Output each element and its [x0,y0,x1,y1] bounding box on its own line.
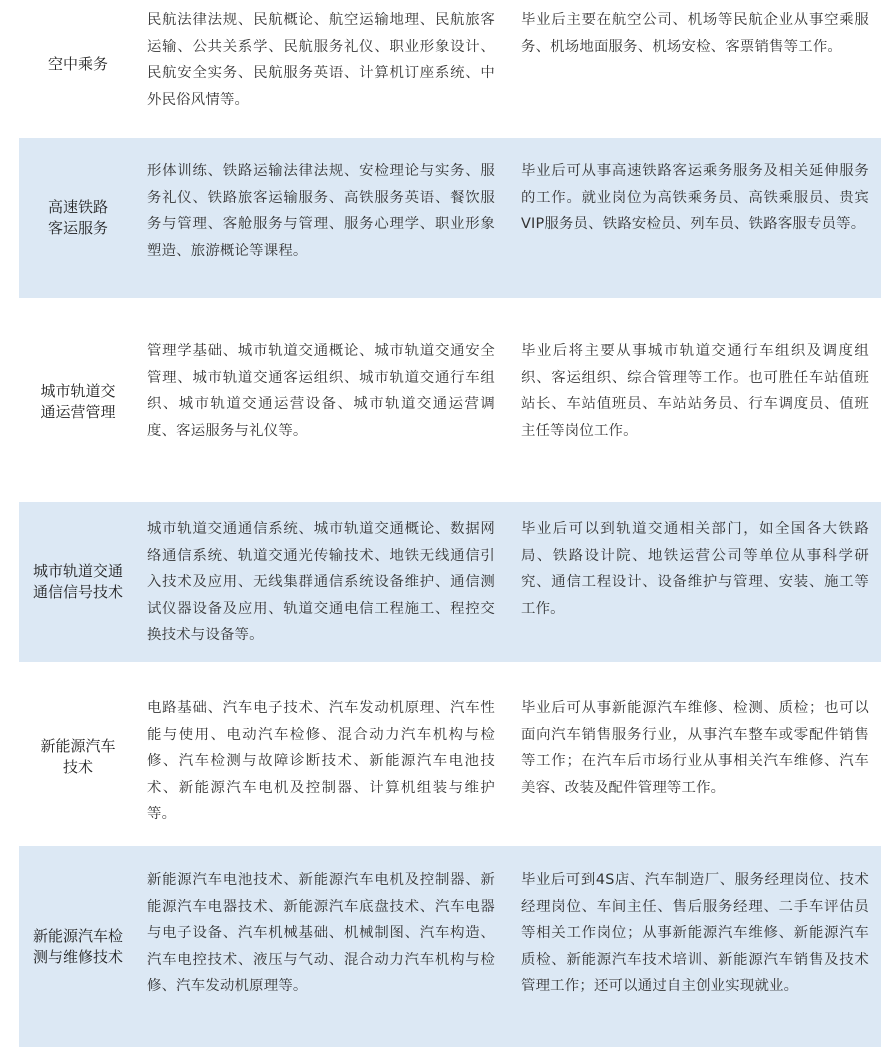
table-row [19,316,881,488]
major-courses: 管理学基础、城市轨道交通概论、城市轨道交通安全管理、城市轨道交通客运组织、城市轨道交通行车组织、城市轨道交通运营设备、城市轨道交通运营调度、客运服务与礼仪等。 [147,343,495,439]
major-career: 毕业后可从事新能源汽车维修、检测、质检；也可以面向汽车销售服务行业，从事汽车整车或零配件销售等工作；在汽车后市场行业从事相关汽车维修、汽车美容、改装及配件管理等工作。 [521,700,869,796]
table-row [19,846,881,1047]
major-name: 新能源汽车检 测与维修技术 [32,926,123,966]
major-name: 新能源汽车 技术 [40,737,116,776]
table-row [19,502,881,662]
major-name: 城市轨道交 通运营管理 [40,382,116,421]
table-row [19,138,881,298]
major-name: 城市轨道交通 通信信号技术 [32,562,123,601]
major-career: 毕业后可到4S店、汽车制造厂、服务经理岗位、技术经理岗位、车间主任、售后服务经理、二手车评估员等相关工作岗位；从事新能源汽车维修、新能源汽车质检、新能源汽车技术培训、新能源汽车销售及技术管理工作；还可以通过自主创业实现就业。 [521,872,869,994]
major-career: 毕业后主要在航空公司、机场等民航企业从事空乘服务、机场地面服务、机场安检、客票销售等工作。 [521,12,869,55]
major-career: 毕业后可以到轨道交通相关部门，如全国各大铁路局、铁路设计院、地铁运营公司等单位从事科学研究、通信工程设计、设备维护与管理、安装、施工等工作。 [521,521,869,617]
major-name: 空中乘务 [47,54,108,73]
table-row [19,680,881,834]
major-courses: 新能源汽车电池技术、新能源汽车电机及控制器、新能源汽车电器技术、新能源汽车底盘技术、汽车电器与电子设备、汽车机械基础、机械制图、汽车构造、汽车电控技术、液压与气动、混合动力汽车机构与检修、汽车发动机原理等。 [147,872,495,994]
major-courses: 民航法律法规、民航概论、航空运输地理、民航旅客运输、公共关系学、民航服务礼仪、职业形象设计、民航安全实务、民航服务英语、计算机订座系统、中外民俗风情等。 [147,12,495,108]
major-courses: 形体训练、铁路运输法律法规、安检理论与实务、服务礼仪、铁路旅客运输服务、高铁服务英语、餐饮服务与管理、客舱服务与管理、服务心理学、职业形象塑造、旅游概论等课程。 [147,163,495,259]
table-row [19,0,881,128]
major-courses: 电路基础、汽车电子技术、汽车发动机原理、汽车性能与使用、电动汽车检修、混合动力汽车机构与检修、汽车检测与故障诊断技术、新能源汽车电池技术、新能源汽车电机及控制器、计算机组装与维护等。 [147,700,495,822]
major-career: 毕业后可从事高速铁路客运乘务服务及相关延伸服务的工作。就业岗位为高铁乘务员、高铁乘服员、贵宾VIP服务员、铁路安检员、列车员、铁路客服专员等。 [521,163,869,232]
major-career: 毕业后将主要从事城市轨道交通行车组织及调度组织、客运组织、综合管理等工作。也可胜任车站值班站长、车站值班员、车站站务员、行车调度员、值班主任等岗位工作。 [521,343,869,439]
major-name: 高速铁路 客运服务 [47,198,108,237]
major-courses: 城市轨道交通通信系统、城市轨道交通概论、数据网络通信系统、轨道交通光传输技术、地铁无线通信引入技术及应用、无线集群通信系统设备维护、通信测试仪器设备及应用、轨道交通电信工程施工、程控交换技术与设备等。 [147,521,495,643]
